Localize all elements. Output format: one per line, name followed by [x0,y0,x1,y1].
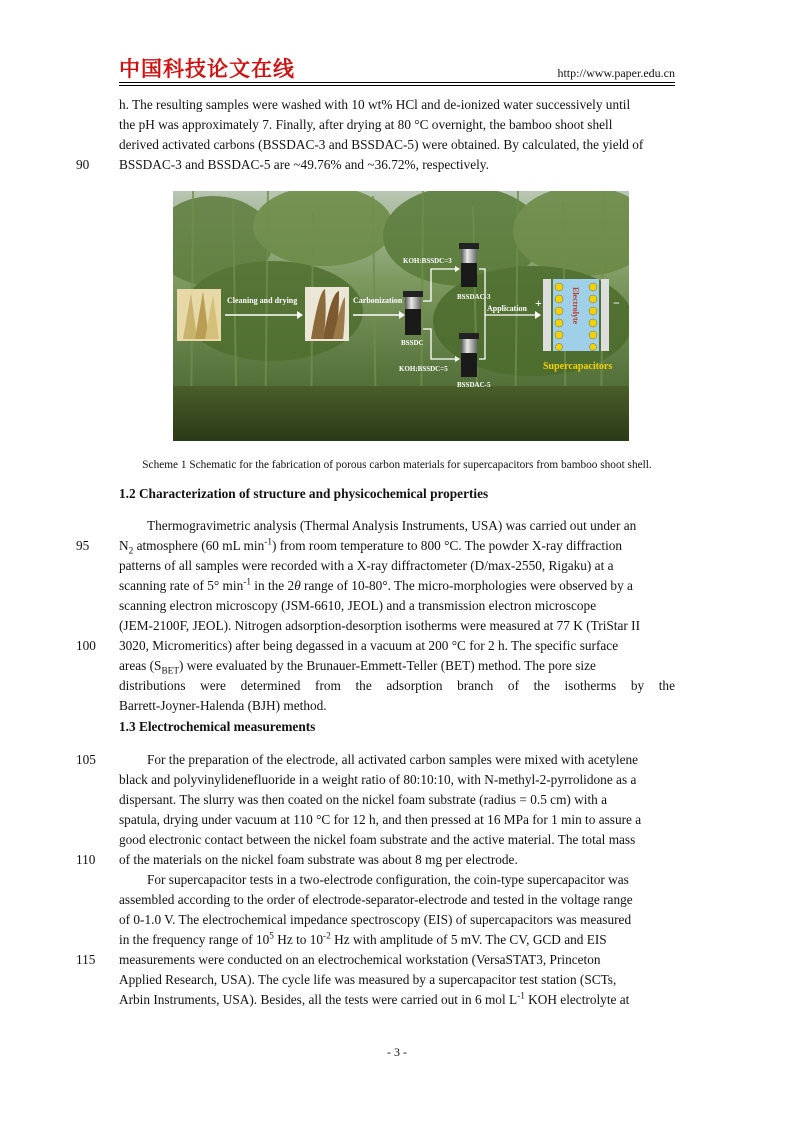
text-line: measurements were conducted on an electrochemical workstation (VersaSTAT3, Princeton [119,952,601,967]
label-koh3: KOH:BSSDC=3 [403,257,452,265]
text-line: of the materials on the nickel foam substrate was about 8 mg per electrode. [119,852,518,867]
text-line: For the preparation of the electrode, all activated carbon samples were mixed with acetylene [147,752,639,767]
figure-caption: Scheme 1 Schematic for the fabrication of porous carbon materials for supercapacitors from bamboo shoot shell. [142,459,652,471]
scheme-figure [173,191,629,441]
text-line: Arbin Instruments, USA). Besides, all the tests were carried out in 6 mol $L^{-1}$ KOH electrolyte at [119,991,630,1007]
label-bssdc: BSSDC [401,339,424,347]
text-line: distributions were determined from the adsorption branch of the isotherms by the [119,678,675,693]
text-line: scanning rate of 5° $\min^{-1}$ in the 2θ range of 10-80°. The micro-morphologies were observed by a [119,577,633,593]
bssdac3-vial [459,243,479,287]
text-line: Barrett-Joyner-Halenda (BJH) method. [119,698,327,713]
label-bssdac5: BSSDAC-5 [457,381,491,389]
line-number-105: 105 [76,752,96,767]
header-url[interactable]: http://www.paper.edu.cn [557,66,675,80]
intro-paragraph [119,95,675,175]
bssdc-vial [403,291,423,335]
label-application: Application [487,304,528,313]
line-number-90: 90 [76,157,90,172]
journal-logo: 中国科技论文在线 [119,57,295,81]
forest-floor [173,386,629,441]
text-line: h. The resulting samples were washed with 10 wt% HCl and de-ionized water successively until [119,97,631,112]
line-number-110: 110 [76,852,96,867]
label-carbonization: Carbonization [353,296,403,305]
section-heading-1-3: 1.3 Electrochemical measurements [119,719,316,734]
text-line: spatula, drying under vacuum at 110 °C for 12 h, and then pressed at 16 MPa for 1 min to assure a [119,812,642,827]
text-line: derived activated carbons (BSSDAC-3 and BSSDAC-5) were obtained. By calculated, the yield of [119,137,644,152]
line-number-95: 95 [76,538,90,553]
line-number-115: 115 [76,952,96,967]
label-koh5: KOH:BSSDC=5 [399,365,448,373]
bamboo-shoot-image [177,289,221,341]
text-line: the pH was approximately 7. Finally, after drying at 80 °C overnight, the bamboo shoot shell [119,117,613,132]
text-line: Applied Research, USA). The cycle life was measured by a supercapacitor test station (SCTs, [119,972,617,987]
label-plus: + [535,296,542,310]
text-line: For supercapacitor tests in a two-electrode configuration, the coin-type supercapacitor was [147,872,629,887]
text-line: (JEM-2100F, JEOL). Nitrogen adsorption-desorption isotherms were measured at 77 K (TriStar II [119,618,640,633]
text-line: areas $(S_{BET})$ were evaluated by the Brunauer-Emmett-Teller (BET) method. The pore size [119,658,596,677]
line-number-100: 100 [76,638,96,653]
text-line: assembled according to the order of electrode-separator-electrode and tested in the voltage range [119,892,633,907]
text-line: of 0-1.0 V. The electrochemical impedance spectroscopy (EIS) of supercapacitors was measured [119,912,632,927]
label-cleaning: Cleaning and drying [227,296,298,305]
label-electrolyte: Electrolyte [571,287,580,325]
bssdac5-vial [459,333,479,377]
text-line: dispersant. The slurry was then coated on the nickel foam substrate (radius = 0.5 cm) with a [119,792,608,807]
page-number: - 3 - [387,1045,407,1059]
text-line: Thermogravimetric analysis (Thermal Analysis Instruments, USA) was carried out under an [147,518,637,533]
text-line: scanning electron microscopy (JSM-6610, JEOL) and a transmission electron microscope [119,598,597,613]
text-line: $N_2$ atmosphere (60 mL $\min^{-1}$) from room temperature to 800 °C. The powder X-ray diffraction [119,537,623,557]
section-1-3-paragraph-2 [119,870,675,1010]
dried-shell-image [305,287,349,341]
section-heading-1-2: 1.2 Characterization of structure and physicochemical properties [119,486,489,501]
label-supercapacitors: Supercapacitors [543,361,613,372]
text-line: black and polyvinylidenefluoride in a weight ratio of 80:10:10, with N-methyl-2-pyrrolidone as a [119,772,637,787]
label-minus: − [613,296,620,310]
section-1-3-paragraph-1 [119,750,675,870]
text-line: good electronic contact between the nickel foam substrate and the active material. The total mass [119,832,636,847]
text-line: in the frequency range of $10^5$ Hz to $10^{-2}$ Hz with amplitude of 5 mV. The CV, GCD and EIS [119,931,607,947]
text-line: BSSDAC-3 and BSSDAC-5 are ~49.76% and ~36.72%, respectively. [119,157,489,172]
header-divider [119,82,675,86]
section-1-2-paragraph [119,516,675,716]
text-line: patterns of all samples were recorded with a X-ray diffractometer (D/max-2550, Rigaku) at a [119,558,614,573]
text-line: 3020, Micromeritics) after being degassed in a vacuum at 200 °C for 2 h. The specific surface [119,638,619,653]
label-bssdac3: BSSDAC-3 [457,293,491,301]
